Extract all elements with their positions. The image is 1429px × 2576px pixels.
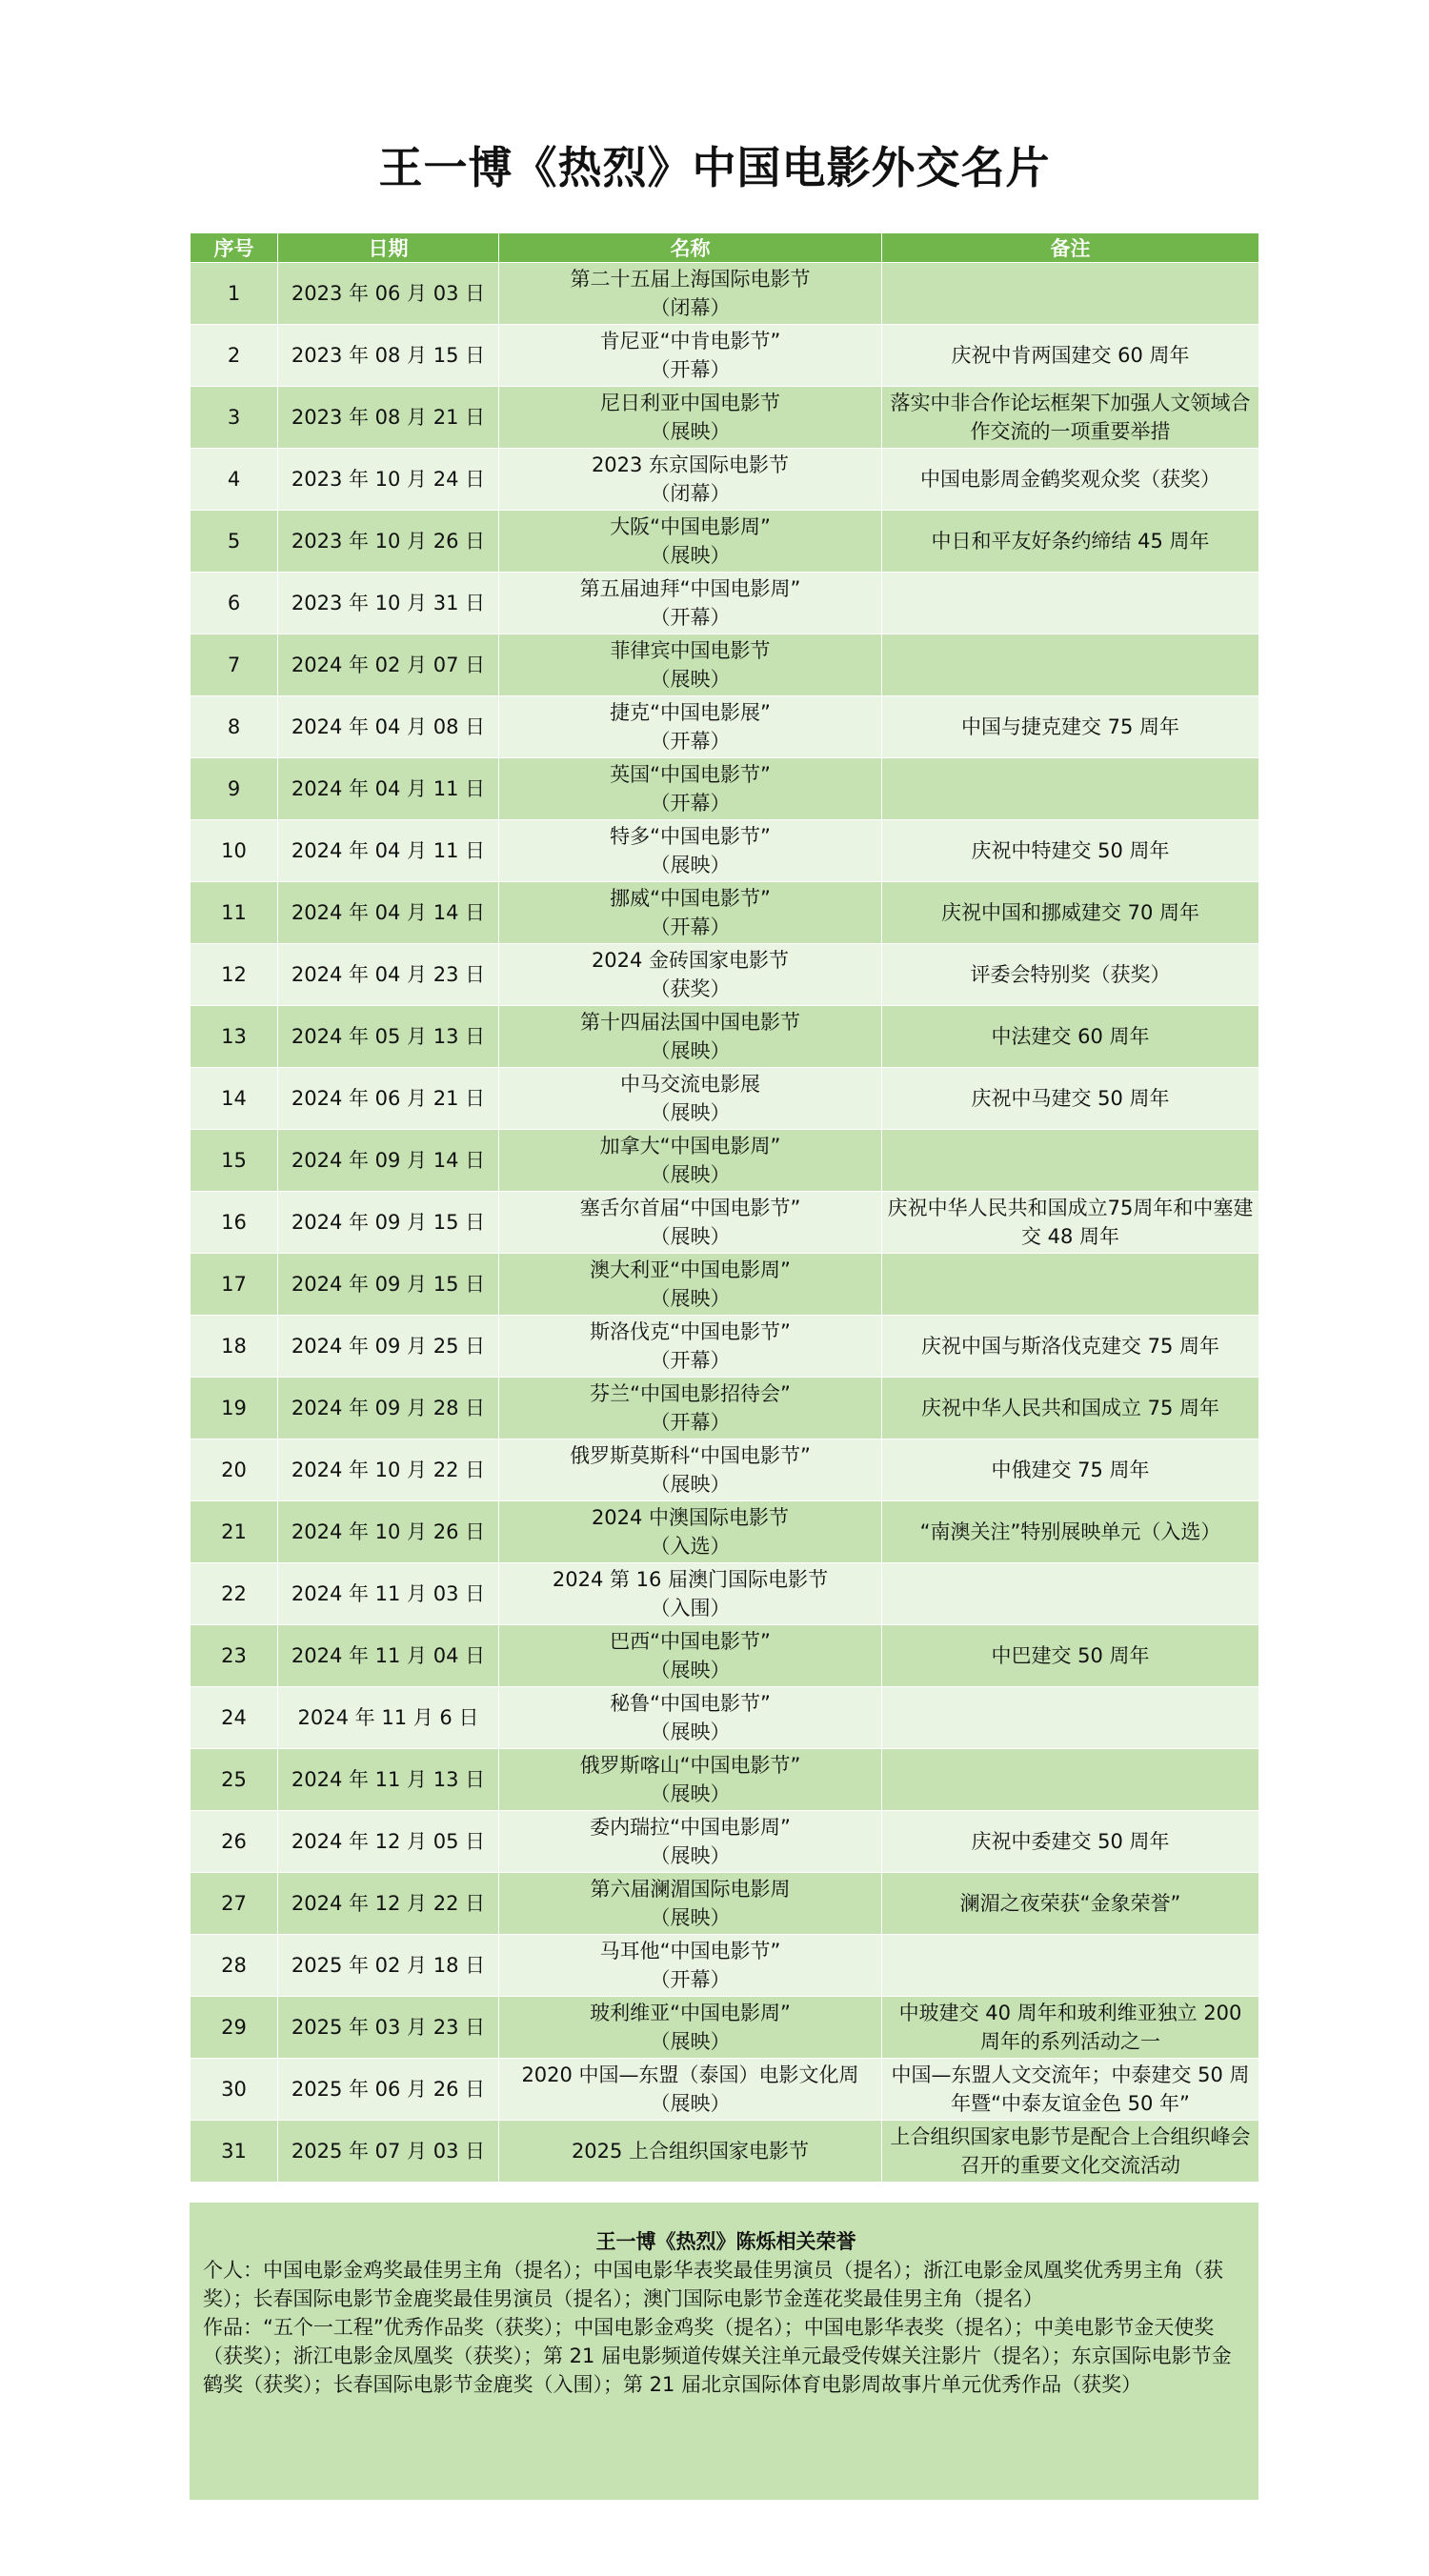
cell-name <box>499 1068 882 1130</box>
cell-name-line2: （展映） <box>650 1039 731 1062</box>
cell-name-line1: 2024 中澳国际电影节 <box>591 1506 790 1529</box>
table-header-row <box>191 233 1259 263</box>
cell-date: 2024 年 04 月 14 日 <box>278 882 499 944</box>
table-row <box>191 1935 1259 1997</box>
cell-name-line2: （开幕） <box>650 1411 731 1434</box>
cell-name <box>499 1006 882 1068</box>
cell-name <box>499 1563 882 1625</box>
cell-name-line2: （展映） <box>650 1721 731 1743</box>
cell-date: 2023 年 10 月 26 日 <box>278 511 499 573</box>
cell-no: 23 <box>191 1625 278 1687</box>
cell-name-line1: 英国“中国电影节” <box>610 763 771 786</box>
cell-name <box>499 2121 882 2183</box>
cell-no: 17 <box>191 1254 278 1316</box>
table-row <box>191 758 1259 820</box>
cell-no: 26 <box>191 1811 278 1873</box>
cell-date: 2024 年 11 月 13 日 <box>278 1749 499 1811</box>
cell-date: 2024 年 11 月 6 日 <box>278 1687 499 1749</box>
header-note: 备注 <box>882 233 1259 263</box>
cell-date: 2024 年 05 月 13 日 <box>278 1006 499 1068</box>
cell-name-line1: 特多“中国电影节” <box>610 825 771 848</box>
cell-name <box>499 573 882 634</box>
cell-no: 16 <box>191 1192 278 1254</box>
table-row <box>191 325 1259 387</box>
cell-note: 庆祝中马建交 50 周年 <box>882 1068 1259 1130</box>
cell-name-line2: （开幕） <box>650 1349 731 1372</box>
cell-name-line2: （展映） <box>650 1225 731 1248</box>
cell-name-line1: 第六届澜湄国际电影周 <box>590 1878 791 1901</box>
cell-note <box>882 1254 1259 1316</box>
cell-name-line1: 秘鲁“中国电影节” <box>610 1692 771 1715</box>
table-row <box>191 1254 1259 1316</box>
cell-date: 2024 年 06 月 21 日 <box>278 1068 499 1130</box>
cell-name-line1: 斯洛伐克“中国电影节” <box>590 1320 791 1343</box>
cell-name-line1: 2020 中国—东盟（泰国）电影文化周（展映） <box>521 2063 859 2115</box>
cell-no: 14 <box>191 1068 278 1130</box>
cell-name <box>499 1254 882 1316</box>
cell-name-line1: 肯尼亚“中肯电影节” <box>599 330 781 352</box>
cell-name <box>499 696 882 758</box>
cell-note: 庆祝中华人民共和国成立 75 周年 <box>882 1378 1259 1439</box>
cell-name-line2: （入选） <box>650 1535 731 1558</box>
cell-name-line2: （开幕） <box>650 730 731 753</box>
events-table <box>190 232 1259 2183</box>
cell-note: 庆祝中特建交 50 周年 <box>882 820 1259 882</box>
cell-date: 2024 年 02 月 07 日 <box>278 634 499 696</box>
cell-name <box>499 1192 882 1254</box>
cell-name-line1: 加拿大“中国电影周” <box>599 1135 781 1157</box>
table-row <box>191 1811 1259 1873</box>
cell-name-line1: 第二十五届上海国际电影节 <box>570 268 811 291</box>
cell-no: 19 <box>191 1378 278 1439</box>
cell-name-line1: 2024 金砖国家电影节 <box>591 949 790 972</box>
header-date: 日期 <box>278 233 499 263</box>
cell-name-line2: （入围） <box>650 1597 731 1620</box>
table-row <box>191 1997 1259 2059</box>
cell-note <box>882 1935 1259 1997</box>
cell-no: 9 <box>191 758 278 820</box>
cell-name <box>499 1811 882 1873</box>
table-row <box>191 944 1259 1006</box>
cell-note: 庆祝中华人民共和国成立75周年和中塞建交 48 周年 <box>882 1192 1259 1254</box>
cell-no: 25 <box>191 1749 278 1811</box>
header-name: 名称 <box>499 233 882 263</box>
cell-note <box>882 1749 1259 1811</box>
cell-no: 11 <box>191 882 278 944</box>
honors-title: 王一博《热烈》陈烁相关荣誉 <box>595 2230 856 2253</box>
cell-name <box>499 1873 882 1935</box>
table-row <box>191 449 1259 511</box>
cell-date: 2025 年 07 月 03 日 <box>278 2121 499 2183</box>
cell-no: 21 <box>191 1501 278 1563</box>
table-row <box>191 882 1259 944</box>
cell-date: 2025 年 03 月 23 日 <box>278 1997 499 2059</box>
table-row <box>191 1873 1259 1935</box>
cell-name <box>499 1935 882 1997</box>
cell-date: 2024 年 11 月 03 日 <box>278 1563 499 1625</box>
cell-date: 2023 年 08 月 15 日 <box>278 325 499 387</box>
cell-name-line1: 芬兰“中国电影招待会” <box>590 1382 791 1405</box>
cell-name-line1: 挪威“中国电影节” <box>610 887 771 910</box>
cell-name <box>499 758 882 820</box>
cell-name <box>499 1625 882 1687</box>
table-row <box>191 2121 1259 2183</box>
cell-name <box>499 1749 882 1811</box>
cell-name-line2: （展映） <box>650 1287 731 1310</box>
table-row <box>191 820 1259 882</box>
cell-date: 2024 年 09 月 15 日 <box>278 1192 499 1254</box>
cell-name-line2: （展映） <box>650 668 731 691</box>
table-row <box>191 1006 1259 1068</box>
cell-name <box>499 449 882 511</box>
cell-name-line2: （展映） <box>650 1163 731 1186</box>
honors-personal: 个人：中国电影金鸡奖最佳男主角（提名）；中国电影华表奖最佳男演员（提名）；浙江电影金凤凰奖优秀男主角（获奖）；长春国际电影节金鹿奖最佳男演员（提名）；澳门国际电影节金莲花奖最佳男主角（提名） <box>203 2259 1223 2310</box>
cell-note: 庆祝中国与斯洛伐克建交 75 周年 <box>882 1316 1259 1378</box>
cell-note: 中俄建交 75 周年 <box>882 1439 1259 1501</box>
cell-note: 中国与捷克建交 75 周年 <box>882 696 1259 758</box>
cell-note <box>882 1563 1259 1625</box>
table-row <box>191 1192 1259 1254</box>
cell-name-line2: （展映） <box>650 1906 731 1929</box>
cell-name-line1: 澳大利亚“中国电影周” <box>590 1258 791 1281</box>
cell-name <box>499 325 882 387</box>
cell-note <box>882 758 1259 820</box>
cell-no: 5 <box>191 511 278 573</box>
table-row <box>191 696 1259 758</box>
cell-note <box>882 573 1259 634</box>
cell-name <box>499 1316 882 1378</box>
cell-name-line1: 委内瑞拉“中国电影周” <box>590 1816 791 1839</box>
cell-name <box>499 1997 882 2059</box>
cell-name-line2: （开幕） <box>650 358 731 381</box>
cell-no: 29 <box>191 1997 278 2059</box>
cell-date: 2023 年 08 月 21 日 <box>278 387 499 449</box>
cell-date: 2023 年 10 月 24 日 <box>278 449 499 511</box>
cell-name-line2: （展映） <box>650 1473 731 1496</box>
table-row <box>191 387 1259 449</box>
cell-no: 22 <box>191 1563 278 1625</box>
cell-no: 2 <box>191 325 278 387</box>
cell-date: 2024 年 10 月 26 日 <box>278 1501 499 1563</box>
page-title: 王一博《热烈》中国电影外交名片 <box>378 142 1051 193</box>
cell-name-line1: 巴西“中国电影节” <box>610 1630 771 1653</box>
cell-no: 24 <box>191 1687 278 1749</box>
cell-no: 4 <box>191 449 278 511</box>
cell-note: 庆祝中肯两国建交 60 周年 <box>882 325 1259 387</box>
cell-name-line2: （展映） <box>650 2030 731 2053</box>
cell-date: 2024 年 04 月 11 日 <box>278 820 499 882</box>
cell-date: 2024 年 09 月 15 日 <box>278 1254 499 1316</box>
cell-no: 8 <box>191 696 278 758</box>
cell-no: 27 <box>191 1873 278 1935</box>
cell-note: “南澳关注”特别展映单元（入选） <box>882 1501 1259 1563</box>
table-row <box>191 1687 1259 1749</box>
cell-date: 2025 年 06 月 26 日 <box>278 2059 499 2121</box>
cell-note <box>882 1687 1259 1749</box>
cell-no: 30 <box>191 2059 278 2121</box>
cell-no: 6 <box>191 573 278 634</box>
cell-date: 2023 年 06 月 03 日 <box>278 263 499 325</box>
cell-no: 31 <box>191 2121 278 2183</box>
cell-no: 1 <box>191 263 278 325</box>
cell-name <box>499 1130 882 1192</box>
cell-name-line1: 马耳他“中国电影节” <box>599 1940 781 1962</box>
cell-name <box>499 1439 882 1501</box>
cell-date: 2024 年 04 月 23 日 <box>278 944 499 1006</box>
cell-no: 15 <box>191 1130 278 1192</box>
cell-name-line1: 大阪“中国电影周” <box>610 515 771 538</box>
cell-no: 18 <box>191 1316 278 1378</box>
cell-name <box>499 944 882 1006</box>
table-row <box>191 1749 1259 1811</box>
table-row <box>191 1439 1259 1501</box>
cell-date: 2025 年 02 月 18 日 <box>278 1935 499 1997</box>
cell-name-line2: （展映） <box>650 1101 731 1124</box>
cell-name-line2: （展映） <box>650 1659 731 1681</box>
cell-note: 庆祝中国和挪威建交 70 周年 <box>882 882 1259 944</box>
cell-name <box>499 634 882 696</box>
table-row <box>191 634 1259 696</box>
cell-name-line1: 第五届迪拜“中国电影周” <box>579 577 801 600</box>
cell-date: 2024 年 09 月 14 日 <box>278 1130 499 1192</box>
cell-name-line1: 俄罗斯喀山“中国电影节” <box>579 1754 801 1777</box>
cell-name <box>499 2059 882 2121</box>
cell-date: 2024 年 04 月 11 日 <box>278 758 499 820</box>
cell-name-line2: （闭幕） <box>650 482 731 505</box>
cell-name-line2: （展映） <box>650 1844 731 1867</box>
table-row <box>191 1378 1259 1439</box>
cell-no: 12 <box>191 944 278 1006</box>
cell-name-line1: 玻利维亚“中国电影周” <box>590 2002 791 2024</box>
cell-name-line1: 捷克“中国电影展” <box>610 701 771 724</box>
table-row <box>191 1625 1259 1687</box>
header-no: 序号 <box>191 233 278 263</box>
cell-name-line1: 2025 上合组织国家电影节 <box>571 2140 810 2163</box>
cell-name-line2: （开幕） <box>650 792 731 815</box>
cell-no: 20 <box>191 1439 278 1501</box>
cell-name <box>499 263 882 325</box>
cell-name-line1: 2024 第 16 届澳门国际电影节 <box>552 1568 829 1591</box>
cell-name-line2: （开幕） <box>650 606 731 629</box>
cell-name-line2: （开幕） <box>650 1968 731 1991</box>
cell-no: 13 <box>191 1006 278 1068</box>
cell-name-line2: （展映） <box>650 854 731 876</box>
cell-note: 评委会特别奖（获奖） <box>882 944 1259 1006</box>
cell-name-line2: （获奖） <box>650 977 731 1000</box>
cell-no: 10 <box>191 820 278 882</box>
cell-name <box>499 387 882 449</box>
cell-date: 2023 年 10 月 31 日 <box>278 573 499 634</box>
cell-name <box>499 820 882 882</box>
cell-date: 2024 年 12 月 05 日 <box>278 1811 499 1873</box>
cell-note: 落实中非合作论坛框架下加强人文领域合作交流的一项重要举措 <box>882 387 1259 449</box>
cell-name <box>499 1378 882 1439</box>
honors-works: 作品：“五个一工程”优秀作品奖（获奖）；中国电影金鸡奖（提名）；中国电影华表奖（提名）；中美电影节金天使奖（获奖）；浙江电影金凤凰奖（获奖）；第 21 届电影频道传媒关注单元最受传媒关注影片（提名）；东京国际电影节金鹤奖（获奖）；长春国际电影节金鹿奖（入围）；第 21 届北京国际体育电影周故事片单元优秀作品（获奖） <box>203 2316 1232 2396</box>
cell-name-line2: （展映） <box>650 544 731 567</box>
cell-note <box>882 263 1259 325</box>
cell-note: 中国—东盟人文交流年；中泰建交 50 周年暨“中泰友谊金色 50 年” <box>882 2059 1259 2121</box>
table-row <box>191 573 1259 634</box>
cell-note <box>882 1130 1259 1192</box>
table-row <box>191 263 1259 325</box>
cell-name <box>499 882 882 944</box>
cell-date: 2024 年 10 月 22 日 <box>278 1439 499 1501</box>
cell-note: 中巴建交 50 周年 <box>882 1625 1259 1687</box>
cell-name-line1: 塞舌尔首届“中国电影节” <box>579 1197 801 1219</box>
cell-note <box>882 634 1259 696</box>
cell-name <box>499 511 882 573</box>
cell-note: 澜湄之夜荣获“金象荣誉” <box>882 1873 1259 1935</box>
cell-date: 2024 年 04 月 08 日 <box>278 696 499 758</box>
table-row <box>191 1501 1259 1563</box>
cell-note: 中国电影周金鹤奖观众奖（获奖） <box>882 449 1259 511</box>
table-row <box>191 1316 1259 1378</box>
table-row <box>191 1563 1259 1625</box>
cell-note: 上合组织国家电影节是配合上合组织峰会召开的重要文化交流活动 <box>882 2121 1259 2183</box>
cell-name <box>499 1687 882 1749</box>
cell-name-line1: 第十四届法国中国电影节 <box>580 1011 800 1034</box>
cell-date: 2024 年 09 月 25 日 <box>278 1316 499 1378</box>
table-row <box>191 1068 1259 1130</box>
cell-name-line1: 中马交流电影展 <box>620 1073 760 1096</box>
table-row <box>191 2059 1259 2121</box>
cell-no: 7 <box>191 634 278 696</box>
cell-name-line1: 尼日利亚中国电影节 <box>600 392 780 414</box>
cell-name-line1: 菲律宾中国电影节 <box>610 639 771 662</box>
cell-note: 中玻建交 40 周年和玻利维亚独立 200 周年的系列活动之一 <box>882 1997 1259 2059</box>
cell-date: 2024 年 11 月 04 日 <box>278 1625 499 1687</box>
cell-note: 庆祝中委建交 50 周年 <box>882 1811 1259 1873</box>
table-body <box>191 263 1259 2183</box>
cell-date: 2024 年 12 月 22 日 <box>278 1873 499 1935</box>
table-row <box>191 511 1259 573</box>
cell-date: 2024 年 09 月 28 日 <box>278 1378 499 1439</box>
cell-name-line2: （展映） <box>650 1782 731 1805</box>
cell-name-line2: （闭幕） <box>650 296 731 319</box>
cell-name-line2: （展映） <box>650 420 731 443</box>
cell-name-line1: 俄罗斯莫斯科“中国电影节” <box>570 1444 811 1467</box>
cell-name <box>499 1501 882 1563</box>
cell-note: 中法建交 60 周年 <box>882 1006 1259 1068</box>
honors-box <box>190 2203 1258 2500</box>
cell-no: 3 <box>191 387 278 449</box>
table-row <box>191 1130 1259 1192</box>
cell-name-line1: 2023 东京国际电影节 <box>591 453 790 476</box>
cell-name-line2: （开幕） <box>650 916 731 938</box>
cell-note: 中日和平友好条约缔结 45 周年 <box>882 511 1259 573</box>
cell-no: 28 <box>191 1935 278 1997</box>
